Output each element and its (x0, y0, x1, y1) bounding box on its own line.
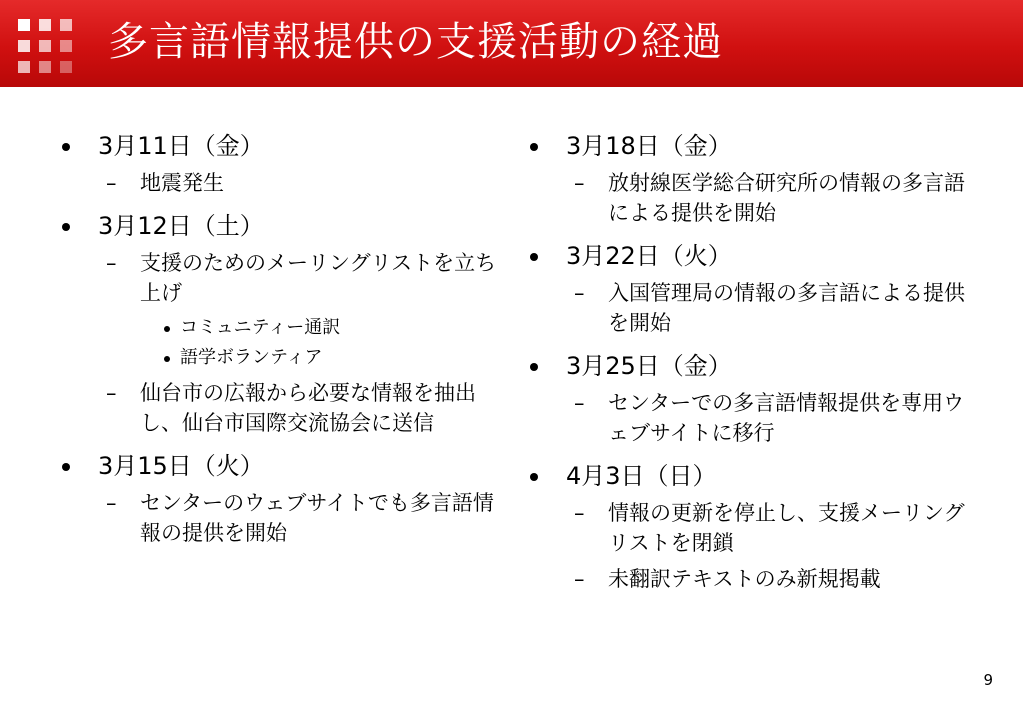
event-item (62, 248, 502, 308)
right-column (530, 130, 970, 600)
title-bar (0, 0, 1023, 87)
bullet-icon (62, 223, 70, 231)
sub-item (62, 344, 502, 372)
date-entry (62, 210, 502, 242)
sub-text: 語学ボランティア (180, 347, 323, 368)
dash-icon: – (574, 281, 585, 305)
bullet-icon (62, 463, 70, 471)
event-item (62, 168, 502, 198)
dash-icon: – (574, 567, 585, 591)
sub-text: コミュニティー通訳 (180, 317, 341, 338)
date-label: 3月22日（火） (566, 242, 732, 270)
bullet-icon (530, 253, 538, 261)
bullet-icon (62, 143, 70, 151)
dash-icon: – (574, 391, 585, 415)
page-number: 9 (983, 671, 993, 689)
bullet-icon (530, 363, 538, 371)
dash-icon: – (106, 381, 117, 405)
event-text: 入国管理局の情報の多言語による提供を開始 (608, 281, 965, 335)
event-item (530, 168, 970, 228)
date-entry (530, 130, 970, 162)
bullet-icon (164, 356, 170, 362)
event-item (530, 388, 970, 448)
date-label: 3月12日（土） (98, 212, 264, 240)
sub-item (62, 314, 502, 342)
date-label: 4月3日（日） (566, 462, 717, 490)
event-text: 仙台市の広報から必要な情報を抽出し、仙台市国際交流協会に送信 (140, 381, 476, 435)
event-text: 情報の更新を停止し、支援メーリングリストを閉鎖 (608, 501, 965, 555)
slide-title: 多言語情報提供の支援活動の経過 (108, 19, 723, 65)
event-item (530, 564, 970, 594)
date-label: 3月15日（火） (98, 452, 264, 480)
dash-icon: – (574, 171, 585, 195)
date-entry (530, 350, 970, 382)
date-entry (530, 240, 970, 272)
dash-icon: – (106, 491, 117, 515)
date-entry (530, 460, 970, 492)
dash-icon: – (106, 171, 117, 195)
date-label: 3月25日（金） (566, 352, 732, 380)
date-entry (62, 450, 502, 482)
event-item (62, 488, 502, 548)
bullet-icon (530, 473, 538, 481)
left-column (62, 130, 502, 554)
bullet-icon (164, 326, 170, 332)
date-label: 3月11日（金） (98, 132, 264, 160)
event-text: 未翻訳テキストのみ新規掲載 (608, 567, 881, 591)
dash-icon: – (574, 501, 585, 525)
date-entry (62, 130, 502, 162)
event-text: 支援のためのメーリングリストを立ち上げ (140, 251, 497, 305)
event-item (530, 498, 970, 558)
date-label: 3月18日（金） (566, 132, 732, 160)
event-text: センターのウェブサイトでも多言語情報の提供を開始 (140, 491, 494, 545)
grid-logo-icon (18, 19, 72, 73)
event-item (530, 278, 970, 338)
event-text: 地震発生 (140, 171, 224, 195)
event-text: センターでの多言語情報提供を専用ウェブサイトに移行 (608, 391, 965, 445)
event-text: 放射線医学総合研究所の情報の多言語による提供を開始 (608, 171, 965, 225)
event-item (62, 378, 502, 438)
dash-icon: – (106, 251, 117, 275)
bullet-icon (530, 143, 538, 151)
